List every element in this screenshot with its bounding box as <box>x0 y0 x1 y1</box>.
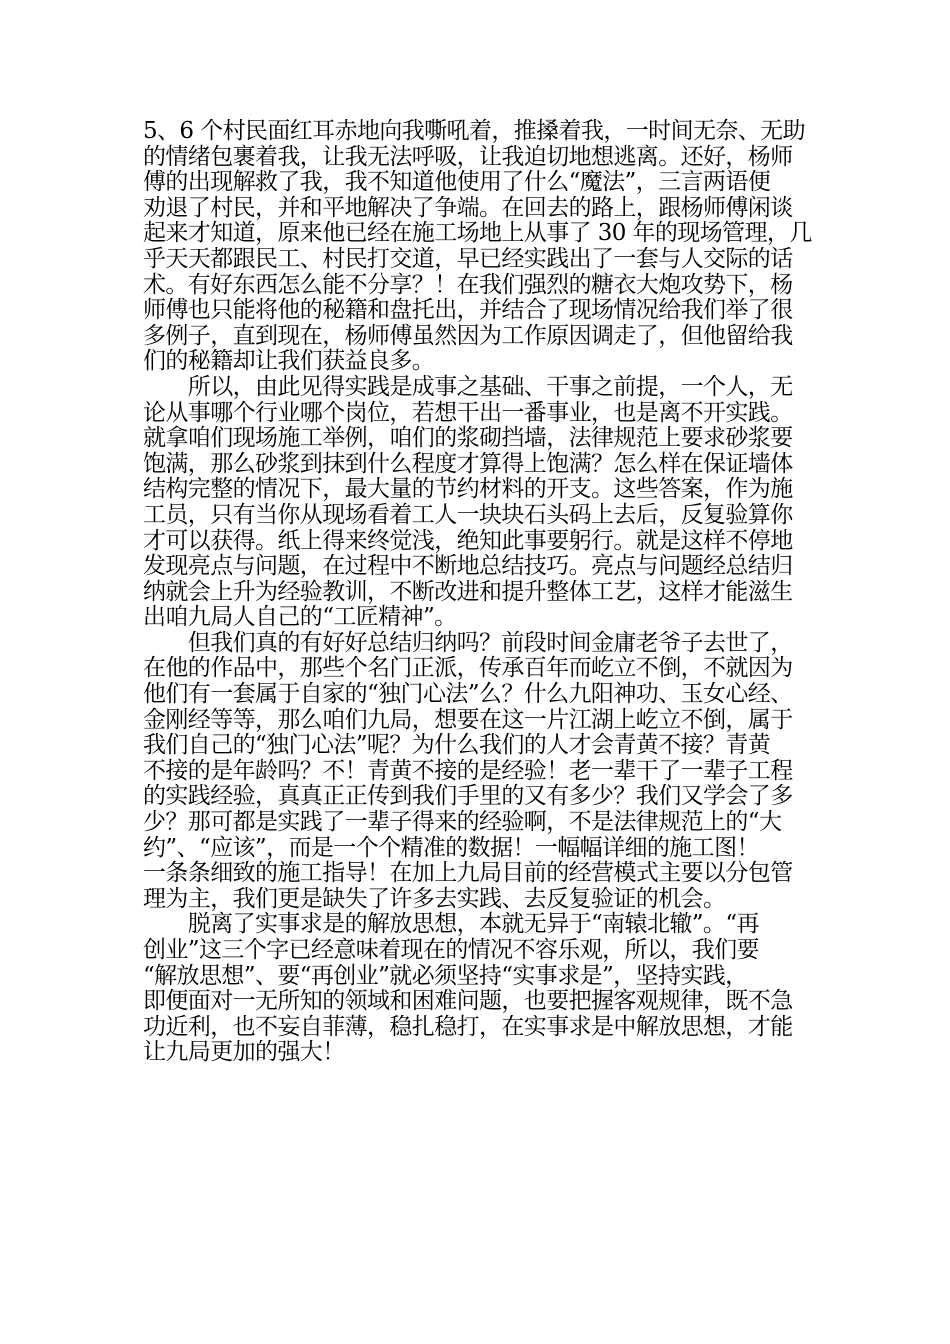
text-line: 师傅也只能将他的秘籍和盘托出，并结合了现场情况给我们举了很 <box>143 297 793 324</box>
text-line: 即便面对一无所知的领域和困难问题，也要把握客观规律，既不急 <box>143 988 793 1015</box>
text-line: 约”、“应该”，而是一个个精准的数据！一幅幅详细的施工图！ <box>143 834 759 861</box>
text-line: 的情绪包裹着我，让我无法呼吸，让我迫切地想逃离。还好，杨师 <box>143 143 793 170</box>
text-line: 创业”这三个字已经意味着现在的情况不容乐观，所以，我们要 <box>143 937 759 963</box>
text-line: 结构完整的情况下，最大量的节约材料的开支。这些答案，作为施 <box>143 476 793 503</box>
text-line: 饱满，那么砂浆到抹到什么程度才算得上饱满？怎么样在保证墙体 <box>143 450 793 477</box>
text-line: 但我们真的有好好总结归纳吗？前段时间金庸老爷子去世了， <box>143 629 793 656</box>
text-line: 理为主，我们更是缺失了许多去实践、去反复验证的机会。 <box>143 885 726 912</box>
text-line: 他们有一套属于自家的“独门心法”么？什么九阳神功、玉女心经、 <box>143 681 793 708</box>
text-line: 让九局更加的强大！ <box>143 1039 345 1066</box>
text-line: 少？那可都是实践了一辈子得来的经验啊，不是法律规范上的“大 <box>143 809 782 836</box>
text-line: 脱离了实事求是的解放思想，本就无异于“南辕北辙”。“再 <box>143 911 759 938</box>
text-line: 所以，由此见得实践是成事之基础、干事之前提，一个人，无 <box>143 373 793 400</box>
text-line: 纳就会上升为经验教训，不断改进和提升整体工艺，这样才能滋生 <box>143 578 793 605</box>
text-line: 劝退了村民，并和平地解决了争端。在回去的路上，跟杨师傅闲谈 <box>143 194 793 221</box>
text-line: 的实践经验，真真正正传到我们手里的又有多少？我们又学会了多 <box>143 783 793 810</box>
text-line: 乎天天都跟民工、村民打交道，早已经实践出了一套与人交际的话 <box>143 245 793 272</box>
body-text <box>143 119 815 1066</box>
text-line: 工员，只有当你从现场看着工人一块块石头码上去后，反复验算你 <box>143 501 793 528</box>
text-line: 起来才知道，原来他已经在施工场地上从事了 30 年的现场管理，几 <box>143 220 812 247</box>
text-line: 傅的出现解救了我，我不知道他使用了什么“魔法”，三言两语便 <box>143 169 771 196</box>
text-line: 功近利，也不妄自菲薄，稳扎稳打，在实事求是中解放思想，才能 <box>143 1013 793 1040</box>
text-line: 不接的是年龄吗？不！青黄不接的是经验！老一辈干了一辈子工程 <box>143 757 793 784</box>
text-line: 就拿咱们现场施工举例，咱们的浆砌挡墙，法律规范上要求砂浆要 <box>143 425 793 452</box>
text-line: 术。有好东西怎么能不分享？！在我们强烈的糖衣大炮攻势下，杨 <box>143 271 793 298</box>
text-line: 我们自己的“独门心法”呢？为什么我们的人才会青黄不接？青黄 <box>143 732 771 759</box>
text-line: 出咱九局人自己的“工匠精神”。 <box>143 604 457 631</box>
text-line: 在他的作品中，那些个名门正派，传承百年而屹立不倒，不就因为 <box>143 655 793 682</box>
text-line: 发现亮点与问题，在过程中不断地总结技巧。亮点与问题经总结归 <box>143 553 793 580</box>
text-line: 论从事哪个行业哪个岗位，若想干出一番事业，也是离不开实践。 <box>143 399 793 426</box>
text-line: 5、6 个村民面红耳赤地向我嘶吼着，推搡着我，一时间无奈、无助 <box>143 118 805 144</box>
text-line: 多例子，直到现在，杨师傅虽然因为工作原因调走了，但他留给我 <box>143 322 793 349</box>
text-line: 才可以获得。纸上得来终觉浅，绝知此事要躬行。就是这样不停地 <box>143 527 793 554</box>
text-line: 一条条细致的施工指导！在加上九局目前的经营模式主要以分包管 <box>143 860 793 887</box>
text-line: 们的秘籍却让我们获益良多。 <box>143 348 435 375</box>
text-line: 金刚经等等，那么咱们九局，想要在这一片江湖上屹立不倒，属于 <box>143 706 793 733</box>
text-line: “解放思想”、要“再创业”就必须坚持“实事求是”，坚持实践， <box>143 962 748 989</box>
